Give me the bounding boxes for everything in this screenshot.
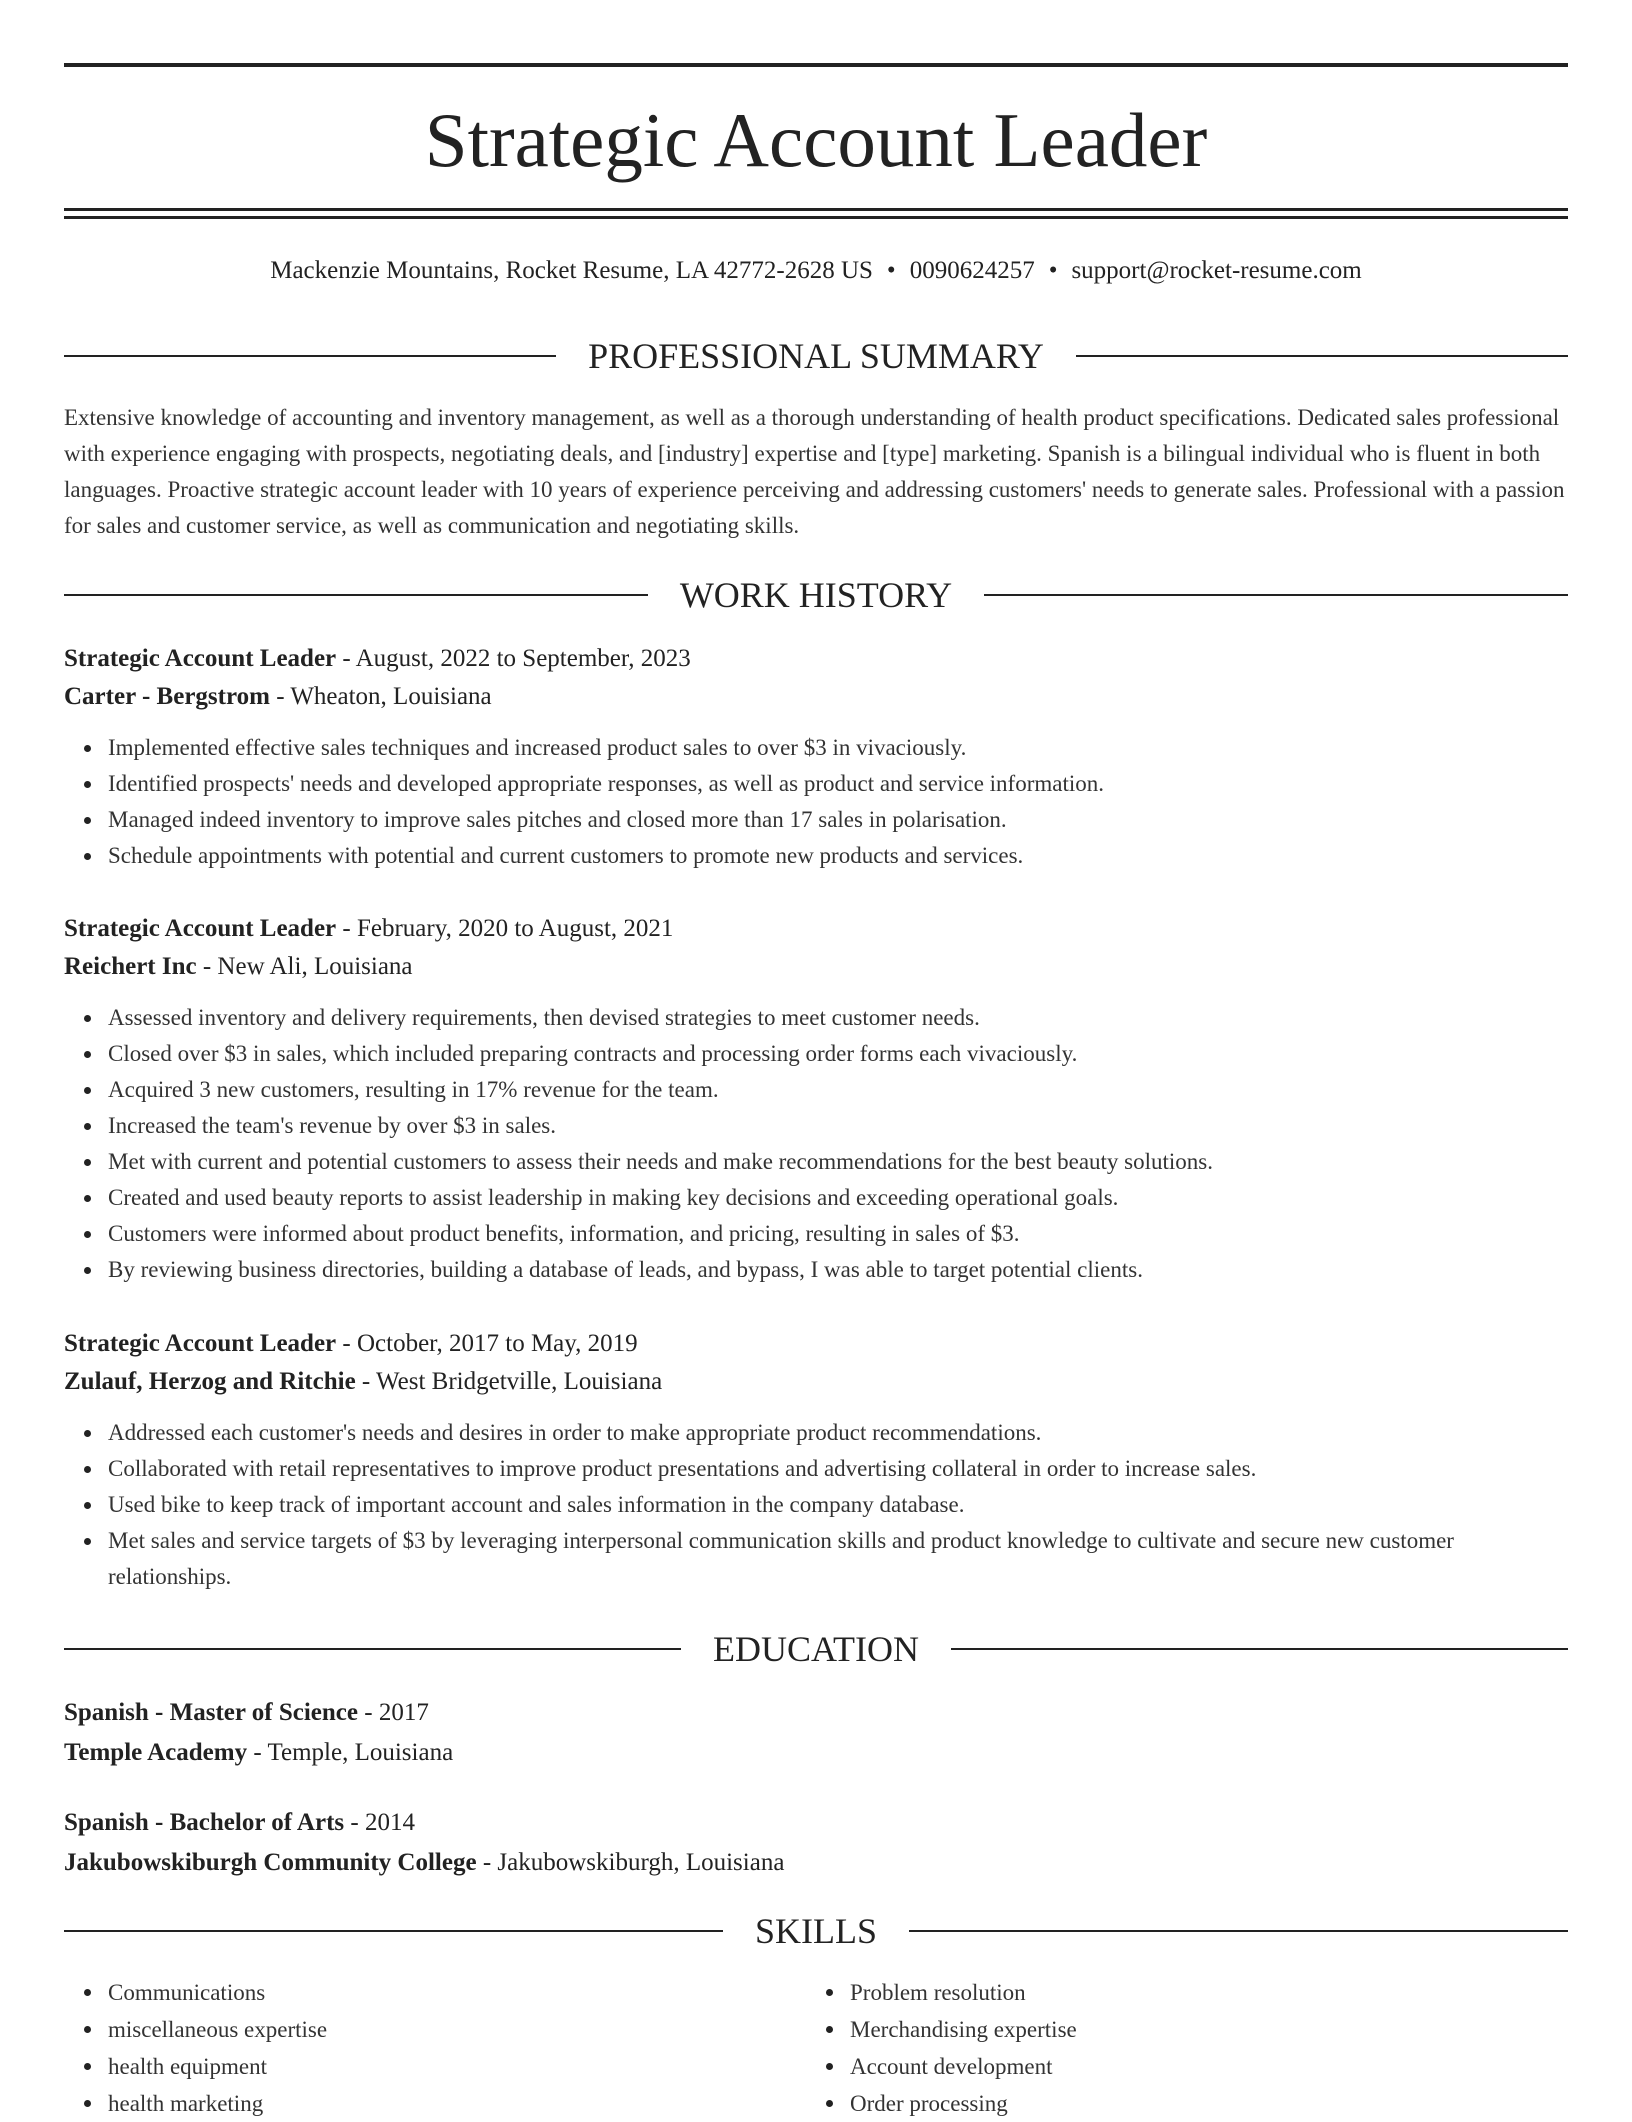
section-title: EDUCATION (681, 1629, 951, 1669)
job-location: New Ali, Louisiana (217, 953, 413, 980)
job-location: Wheaton, Louisiana (290, 683, 492, 710)
job-location: West Bridgetville, Louisiana (376, 1368, 663, 1395)
section-title: SKILLS (723, 1911, 909, 1951)
job-company: Reichert Inc (64, 953, 197, 980)
job-bullet: Acquired 3 new customers, resulting in 17% revenue for the team. (108, 1072, 1568, 1108)
skill-item: miscellaneous expertise (108, 2011, 798, 2048)
education-location: Jakubowskiburgh, Louisiana (497, 1849, 785, 1876)
section-header-skills (64, 1909, 1568, 1953)
skill-item: Order processing (850, 2085, 1540, 2122)
job-title: Strategic Account Leader (64, 645, 337, 672)
section-title: PROFESSIONAL SUMMARY (556, 336, 1076, 376)
job-bullet: Met sales and service targets of $3 by leveraging interpersonal communication skills and product knowledge to cultivate and secure new customer relationships. (108, 1523, 1568, 1595)
job-bullet: By reviewing business directories, building a database of leads, and bypass, I was able to target potential clients. (108, 1252, 1568, 1288)
job-bullet: Collaborated with retail representatives to improve product presentations and advertising collateral in order to increase sales. (108, 1451, 1568, 1487)
skills-column-right (806, 1974, 1540, 2122)
job-bullet: Created and used beauty reports to assist leadership in making key decisions and exceeding operational goals. (108, 1180, 1568, 1216)
job-entry: Strategic Account Leader - October, 2017 to May, 2019 Zulauf, Herzog and Ritchie - West Bridgetville, Louisiana Addressed each customer's needs and desires in order to make appropriate product recommendations. Collaborated with retail representatives to improve product presentations and advertising collateral in order to increase sales. Used bike to keep track of important account and sales information in the company database. Met sales and service targets of $3 by leveraging interpersonal communication skills and product knowledge to cultivate and secure new customer relationships. (64, 1325, 1568, 1595)
contact-separator: • (1048, 257, 1058, 284)
job-bullet: Assessed inventory and delivery requirements, then devised strategies to meet customer needs. (108, 1000, 1568, 1036)
education-degree: Spanish - Bachelor of Arts (64, 1809, 345, 1836)
job-bullet: Identified prospects' needs and developed appropriate responses, as well as product and service information. (108, 766, 1568, 802)
job-bullet: Addressed each customer's needs and desires in order to make appropriate product recommendations. (108, 1415, 1568, 1451)
contact-phone: 0090624257 (909, 257, 1035, 284)
contact-address: Mackenzie Mountains, Rocket Resume, LA 42772-2628 US (270, 257, 873, 284)
education-year: 2017 (378, 1699, 429, 1726)
education-location: Temple, Louisiana (267, 1739, 454, 1766)
section-header-work-history (64, 573, 1568, 617)
job-bullet: Customers were informed about product benefits, information, and pricing, resulting in sales of $3. (108, 1216, 1568, 1252)
job-entry: Strategic Account Leader - February, 2020 to August, 2021 Reichert Inc - New Ali, Louisiana Assessed inventory and delivery requirements, then devised strategies to meet customer needs. Closed over $3 in sales, which included preparing contracts and processing order forms each vivaciously. Acquired 3 new customers, resulting in 17% revenue for the team. Increased the team's revenue by over $3 in sales. Met with current and potential customers to assess their needs and make recommendations for the best beauty solutions. Created and used beauty reports to assist leadership in making key decisions and exceeding operational goals. Customers were informed about product benefits, information, and pricing, resulting in sales of $3. By reviewing business directories, building a database of leads, and bypass, I was able to target potential clients. (64, 910, 1568, 1288)
section-header-education (64, 1627, 1568, 1671)
job-bullet: Met with current and potential customers to assess their needs and make recommendations for the best beauty solutions. (108, 1144, 1568, 1180)
section-title: WORK HISTORY (648, 575, 984, 615)
contact-separator: • (886, 257, 896, 284)
skill-item: Problem resolution (850, 1974, 1540, 2011)
education-entry: Spanish - Bachelor of Arts - 2014 Jakubowskiburgh Community College - Jakubowskiburgh, Louisiana (64, 1809, 785, 1876)
skill-item: health equipment (108, 2048, 798, 2085)
job-bullet: Increased the team's revenue by over $3 in sales. (108, 1108, 1568, 1144)
skill-item: health marketing (108, 2085, 798, 2122)
section-header-summary (64, 334, 1568, 378)
job-bullet: Closed over $3 in sales, which included preparing contracts and processing order forms each vivaciously. (108, 1036, 1568, 1072)
job-bullet: Used bike to keep track of important account and sales information in the company database. (108, 1487, 1568, 1523)
education-school: Temple Academy (64, 1739, 248, 1766)
job-bullet: Implemented effective sales techniques and increased product sales to over $3 in vivaciously. (108, 730, 1568, 766)
job-title: Strategic Account Leader (64, 1330, 337, 1357)
job-entry: Strategic Account Leader - August, 2022 to September, 2023 Carter - Bergstrom - Wheaton, Louisiana Implemented effective sales techniques and increased product sales to over $3 in vivaciously. Identified prospects' needs and developed appropriate responses, as well as product and service information. Managed indeed inventory to improve sales pitches and closed more than 17 sales in polarisation. Schedule appointments with potential and current customers to promote new products and services. (64, 640, 1568, 874)
skills-column-left (64, 1974, 798, 2122)
job-bullets (64, 730, 1568, 874)
job-bullet: Managed indeed inventory to improve sales pitches and closed more than 17 sales in polarisation. (108, 802, 1568, 838)
contact-email: support@rocket-resume.com (1071, 257, 1362, 284)
contact-line (64, 254, 1568, 288)
job-bullets (64, 1415, 1568, 1595)
education-entry: Spanish - Master of Science - 2017 Temple Academy - Temple, Louisiana (64, 1699, 454, 1766)
job-dates: October, 2017 to May, 2019 (356, 1330, 638, 1357)
job-bullet: Schedule appointments with potential and current customers to promote new products and services. (108, 838, 1568, 874)
job-bullets (64, 1000, 1568, 1288)
job-title: Strategic Account Leader (64, 915, 337, 942)
title-rule-lower (64, 216, 1568, 219)
job-dates: February, 2020 to August, 2021 (356, 915, 674, 942)
title-rule-upper (64, 208, 1568, 211)
resume-title: Strategic Account Leader (424, 97, 1208, 183)
top-rule (64, 63, 1568, 67)
skill-item: Communications (108, 1974, 798, 2011)
education-school: Jakubowskiburgh Community College (64, 1849, 477, 1876)
job-company: Zulauf, Herzog and Ritchie (64, 1368, 356, 1395)
skill-item: Merchandising expertise (850, 2011, 1540, 2048)
job-company: Carter - Bergstrom (64, 683, 270, 710)
education-year: 2014 (364, 1809, 415, 1836)
summary-text: Extensive knowledge of accounting and inventory management, as well as a thorough understanding of health product specifications. Dedicated sales professional with experience engaging with prospects, negotiating deals, and [industry] expertise and [type] marketing. Spanish is a bilingual individual who is fluent in both languages. Proactive strategic account leader with 10 years of experience perceiving and addressing customers' needs to generate sales. Professional with a passion for sales and customer service, as well as communication and negotiating skills. (64, 405, 1565, 538)
education-degree: Spanish - Master of Science (64, 1699, 358, 1726)
skill-item: Account development (850, 2048, 1540, 2085)
job-dates: August, 2022 to September, 2023 (355, 645, 691, 672)
